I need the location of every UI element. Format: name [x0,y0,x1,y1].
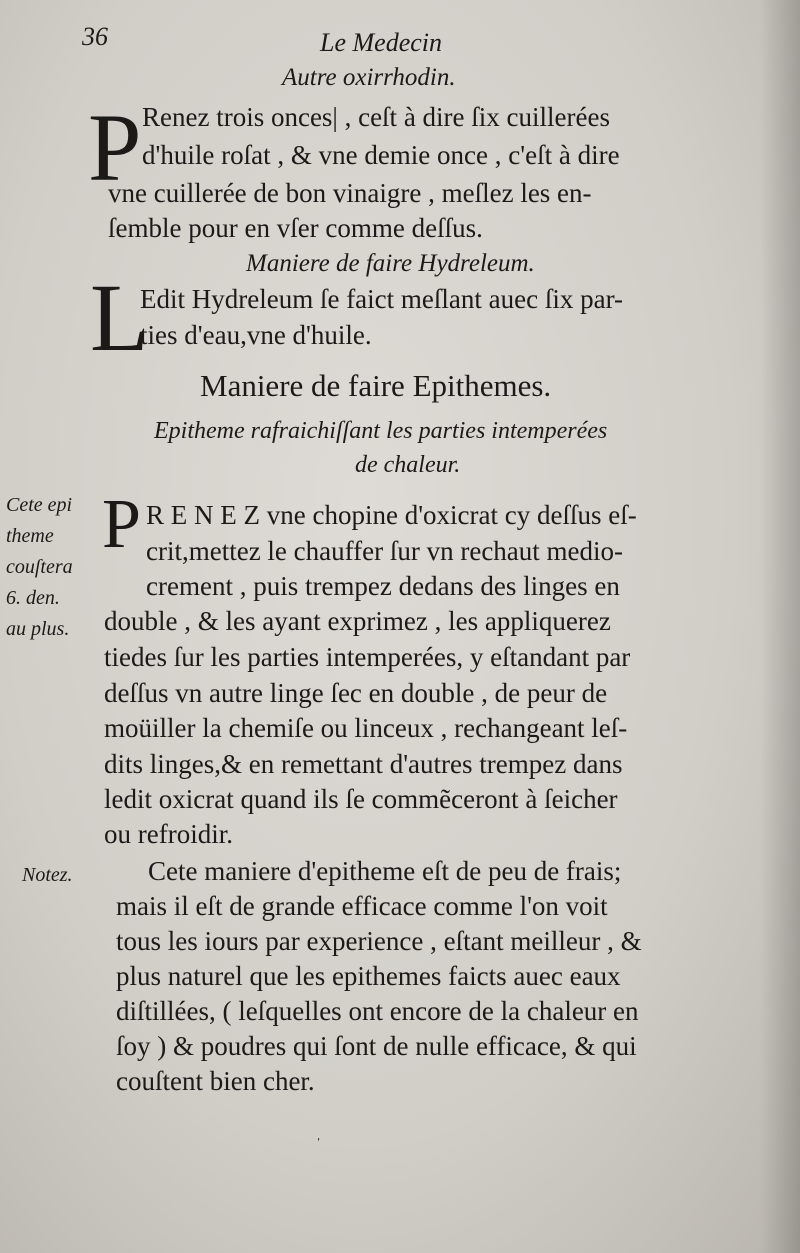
text-line: ledit oxicrat quand ils ſe commẽceront à ſeicher [104,784,618,814]
text-line: mais il eſt de grande efficace comme l'on voit [116,891,608,921]
dropcap: P [102,486,141,563]
text-line: Edit Hydreleum ſe faict meſlant auec ſix par- [140,284,624,314]
text-line: R E N E Z vne chopine d'oxicrat cy deſſus eſ- [146,500,637,530]
text-line: crit,mettez le chauffer ſur vn rechaut medio- [146,536,624,566]
section-title-oxirrhodin: Autre oxirrhodin. [282,64,456,91]
text-line: vne cuillerée de bon vinaigre , meſlez les en- [108,178,592,208]
text-line: ou refroidir. [104,819,233,849]
text-line: dits linges,& en remettant d'autres trempez dans [104,749,623,779]
text-line: tous les iours par experience , eſtant meilleur , & [116,926,642,956]
margin-note-cost [6,490,73,645]
section-heading-epithemes: Maniere de faire Epithemes. [200,368,552,403]
section-title-hydreleum: Maniere de faire Hydreleum. [246,250,535,277]
margin-note-notez: Notez. [22,864,73,886]
margin-note-line: couſtera [6,556,73,578]
text-line: moüiller la chemiſe ou linceux , rechangeant leſ- [104,713,628,743]
text-line: plus naturel que les epithemes faicts auec eaux [116,961,621,991]
text-line: Renez trois onces| , ceſt à dire ſix cuillerées [142,102,610,132]
subheading: Epitheme rafraichiſſant les parties intemperées [154,418,608,444]
text-line: d'huile roſat , & vne demie once , c'eſt à dire [142,140,620,170]
text-line: ties d'eau,vne d'huile. [140,320,372,350]
dropcap: P [88,94,142,201]
margin-note-line: theme [6,525,54,547]
margin-note-line: au plus. [6,618,70,640]
text-line: ſemble pour en vſer comme deſſus. [108,213,483,243]
page-edge-shadow [760,0,800,1253]
text-line: couſtent bien cher. [116,1066,315,1096]
dropcap: L [90,264,149,371]
text-line: double , & les ayant exprimez , les appliquerez [104,606,611,636]
ornament-mark: ˌ [316,1124,322,1141]
text-line: deſſus vn autre linge ſec en double , de peur de [104,678,608,708]
margin-note-line: 6. den. [6,587,60,609]
running-title: Le Medecin [320,28,443,57]
text-line: diſtillées, ( leſquelles ont encore de la chaleur en [116,996,639,1026]
margin-note-line: Cete epi [6,494,73,516]
text-line: Cete maniere d'epitheme eſt de peu de frais; [148,856,622,886]
text-line: ſoy ) & poudres qui ſont de nulle efficace, & qui [116,1031,637,1061]
page-number: 36 [82,22,108,51]
text-line: tiedes ſur les parties intemperées, y eſtandant par [104,642,631,672]
subheading: de chaleur. [355,452,461,478]
text-line: crement , puis trempez dedans des linges en [146,571,620,601]
